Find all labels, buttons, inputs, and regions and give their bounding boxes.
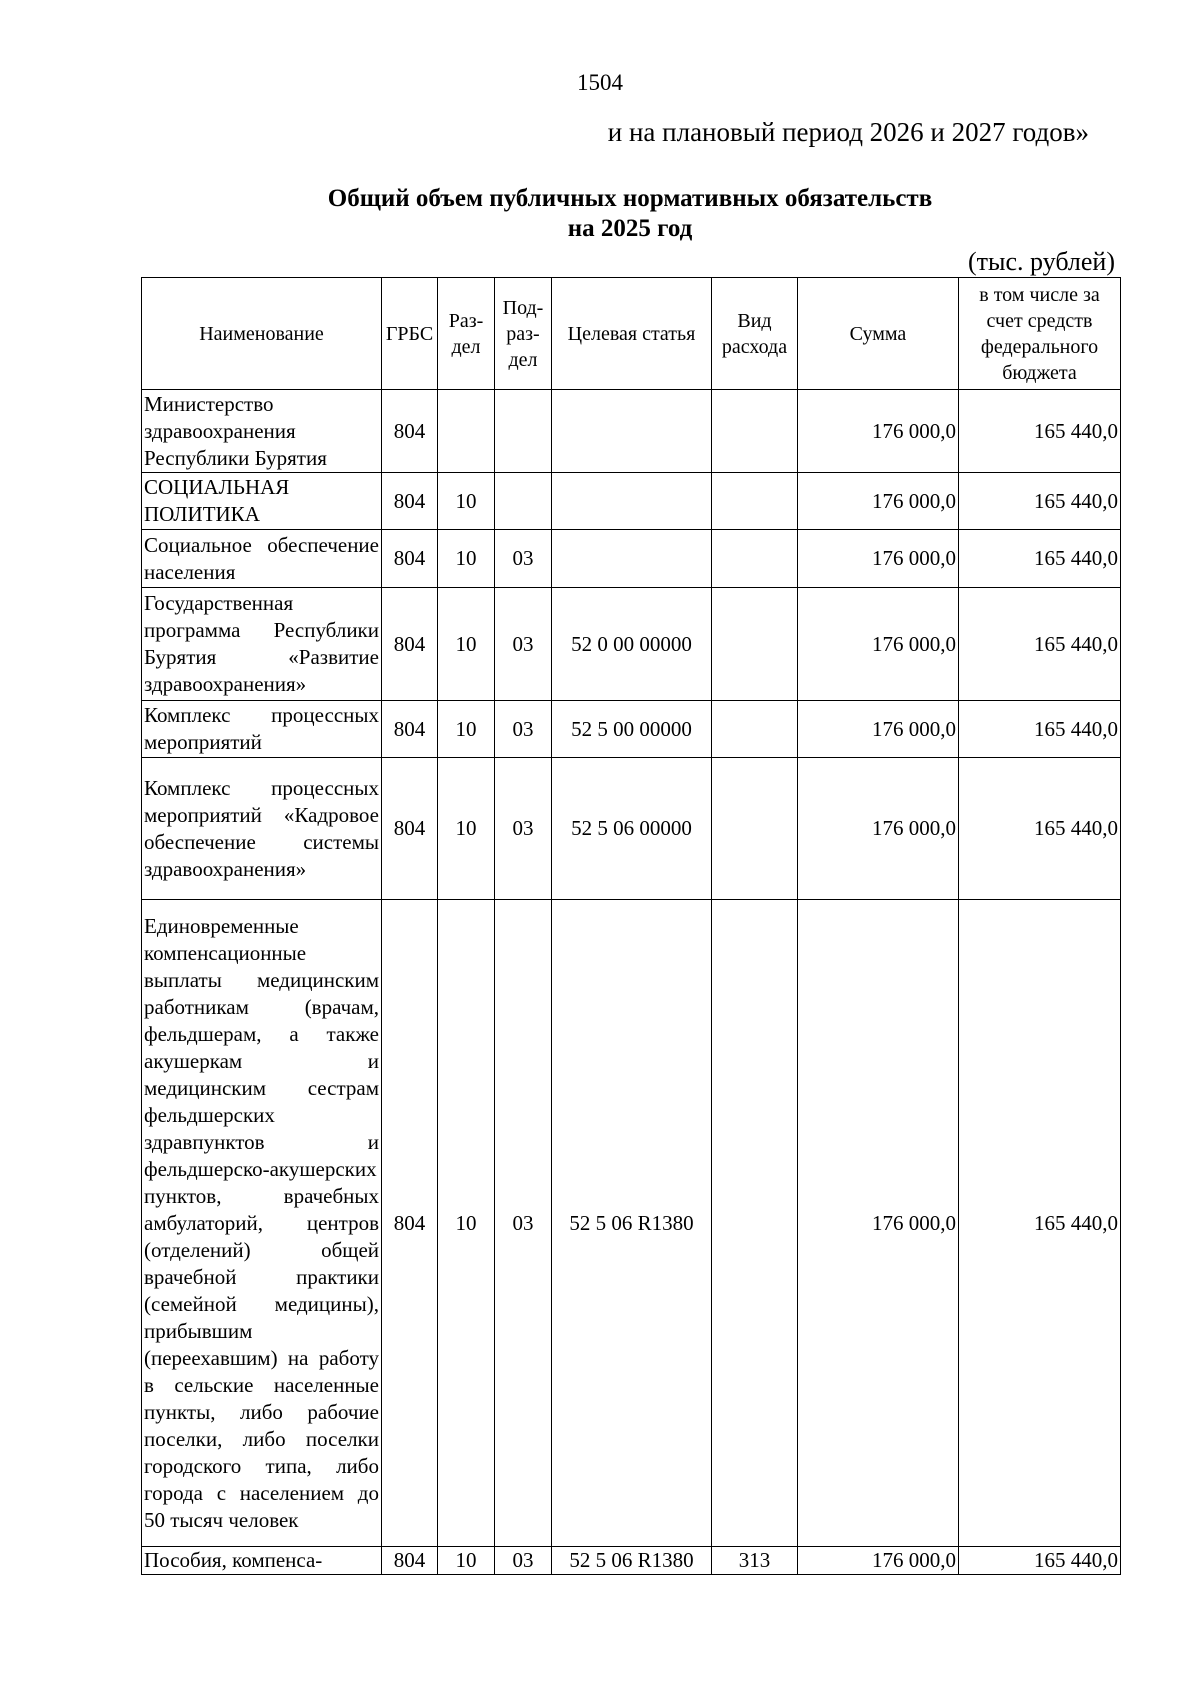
table-row <box>142 1547 1121 1575</box>
cell-razdel <box>438 390 495 473</box>
cell-grbs: 804 <box>382 900 438 1547</box>
cell-celevaya: 52 5 06 R1380 <box>552 900 712 1547</box>
cell-razdel: 10 <box>438 900 495 1547</box>
cell-vid: 313 <box>712 1547 798 1575</box>
cell-podrazdel: 03 <box>495 758 552 900</box>
cell-podrazdel: 03 <box>495 701 552 758</box>
cell-vid <box>712 701 798 758</box>
cell-podrazdel: 03 <box>495 1547 552 1575</box>
title-line-1: Общий объем публичных нормативных обязательств <box>327 185 933 212</box>
cell-vid <box>712 758 798 900</box>
title-line-2: на 2025 год <box>567 215 693 242</box>
cell-vid <box>712 473 798 530</box>
cell-podrazdel: 03 <box>495 900 552 1547</box>
unit-label: (тыс. рублей) <box>967 247 1115 276</box>
table-row <box>142 390 1121 473</box>
header-celevaya: Целевая статья <box>552 278 712 390</box>
cell-name: Комплекс процессных мероприятий <box>142 701 382 758</box>
cell-grbs: 804 <box>382 530 438 588</box>
cell-name: СОЦИАЛЬНАЯ ПОЛИТИКА <box>142 473 382 530</box>
obligations-table <box>141 277 1121 1575</box>
table-header-row <box>142 278 1121 390</box>
cell-name: Государственная программа Республики Бурятия «Развитие здравоохранения» <box>142 588 382 701</box>
cell-summa: 176 000,0 <box>798 900 959 1547</box>
cell-federal: 165 440,0 <box>959 1547 1121 1575</box>
table-row <box>142 530 1121 588</box>
cell-name: Министерство здравоохранения Республики Бурятия <box>142 390 382 473</box>
cell-federal: 165 440,0 <box>959 473 1121 530</box>
header-line: и на плановый период 2026 и 2027 годов» <box>607 117 1089 147</box>
cell-name: Пособия, компенса- <box>142 1547 382 1575</box>
cell-razdel: 10 <box>438 1547 495 1575</box>
header-vid: Вид расхода <box>712 278 798 390</box>
cell-summa: 176 000,0 <box>798 473 959 530</box>
cell-vid <box>712 530 798 588</box>
cell-razdel: 10 <box>438 701 495 758</box>
header-summa: Сумма <box>798 278 959 390</box>
cell-celevaya: 52 5 06 00000 <box>552 758 712 900</box>
cell-podrazdel: 03 <box>495 530 552 588</box>
cell-vid <box>712 390 798 473</box>
cell-grbs: 804 <box>382 758 438 900</box>
cell-name: Комплекс процессных мероприятий «Кадровое обеспечение системы здравоохранения» <box>142 758 382 900</box>
cell-celevaya <box>552 473 712 530</box>
cell-federal: 165 440,0 <box>959 390 1121 473</box>
cell-summa: 176 000,0 <box>798 588 959 701</box>
table-row <box>142 701 1121 758</box>
cell-razdel: 10 <box>438 473 495 530</box>
header-grbs: ГРБС <box>382 278 438 390</box>
cell-celevaya <box>552 530 712 588</box>
cell-federal: 165 440,0 <box>959 900 1121 1547</box>
cell-summa: 176 000,0 <box>798 758 959 900</box>
cell-vid <box>712 588 798 701</box>
cell-podrazdel: 03 <box>495 588 552 701</box>
table-row <box>142 758 1121 900</box>
cell-federal: 165 440,0 <box>959 701 1121 758</box>
cell-grbs: 804 <box>382 701 438 758</box>
cell-celevaya: 52 5 06 R1380 <box>552 1547 712 1575</box>
cell-podrazdel <box>495 390 552 473</box>
cell-razdel: 10 <box>438 588 495 701</box>
cell-vid <box>712 900 798 1547</box>
document-title <box>0 184 1200 244</box>
cell-podrazdel <box>495 473 552 530</box>
cell-razdel: 10 <box>438 758 495 900</box>
cell-name: Единовременные компенсационные выплаты медицинским работникам (врачам, фельдшерам, а также акушеркам и медицинским сестрам фельдшерских здравпунктов и фельдшерско-акушерских пунктов, врачебных амбулаторий, центров (отделений) общей врачебной практики (семейной медицины), прибывшим (переехавшим) на работу в сельские населенные пункты, либо рабочие поселки, либо поселки городского типа, либо города с населением до 50 тысяч человек <box>142 900 382 1547</box>
cell-federal: 165 440,0 <box>959 758 1121 900</box>
table-row <box>142 473 1121 530</box>
cell-grbs: 804 <box>382 1547 438 1575</box>
cell-grbs: 804 <box>382 588 438 701</box>
table-row <box>142 588 1121 701</box>
cell-summa: 176 000,0 <box>798 1547 959 1575</box>
cell-federal: 165 440,0 <box>959 530 1121 588</box>
cell-celevaya <box>552 390 712 473</box>
cell-grbs: 804 <box>382 473 438 530</box>
table-row <box>142 900 1121 1547</box>
cell-grbs: 804 <box>382 390 438 473</box>
header-name: Наименование <box>142 278 382 390</box>
cell-celevaya: 52 5 00 00000 <box>552 701 712 758</box>
cell-name: Социальное обеспечение населения <box>142 530 382 588</box>
cell-federal: 165 440,0 <box>959 588 1121 701</box>
header-podrazdel: Под- раз- дел <box>495 278 552 390</box>
header-razdel: Раз- дел <box>438 278 495 390</box>
cell-summa: 176 000,0 <box>798 701 959 758</box>
cell-celevaya: 52 0 00 00000 <box>552 588 712 701</box>
cell-summa: 176 000,0 <box>798 390 959 473</box>
cell-summa: 176 000,0 <box>798 530 959 588</box>
cell-razdel: 10 <box>438 530 495 588</box>
header-federal: в том числе за счет средств федерального бюджета <box>959 278 1121 390</box>
page-number: 1504 <box>577 70 623 95</box>
